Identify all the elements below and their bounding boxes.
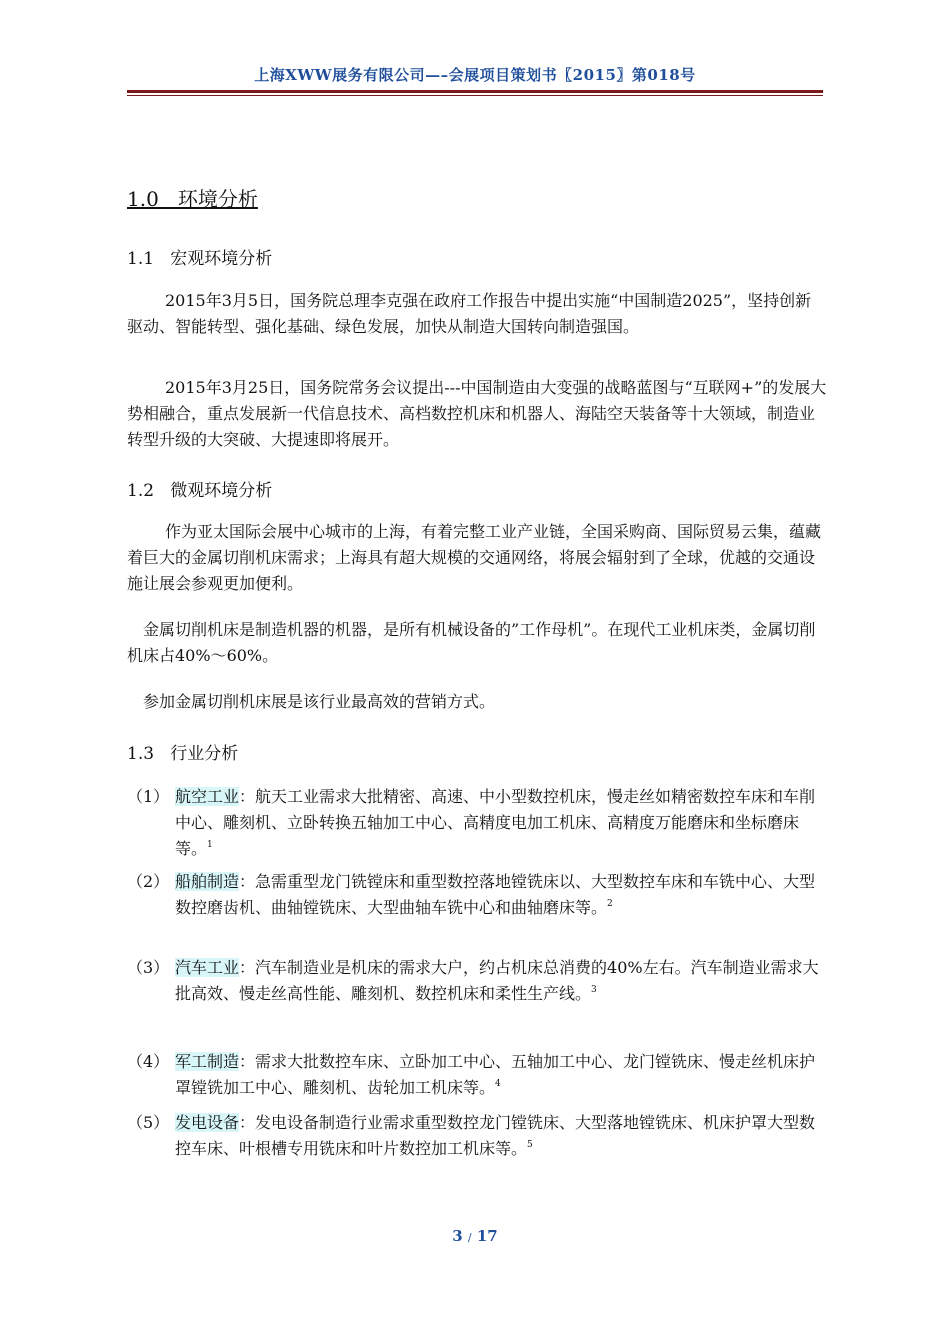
item-term: 军工制造	[175, 1052, 240, 1071]
micro-paragraph-1	[127, 519, 827, 597]
item-text: ：航天工业需求大批精密、高速、中小型数控机床，慢走丝如精密数控车床和车削中心、雕刻机、立卧转换五轴加工中心、高精度电加工机床、高精度万能磨床和坐标磨床等。	[175, 787, 816, 858]
industry-item-aviation	[127, 784, 827, 862]
section-heading-1-1: 1.1 宏观环境分析	[127, 249, 273, 269]
macro-paragraph-2	[127, 375, 827, 453]
item-body	[175, 955, 827, 1007]
page-header: 上海XWW展务有限公司—–会展项目策划书〖2015〗第018号	[254, 66, 696, 84]
page-separator: /	[467, 1231, 472, 1244]
industry-item-shipbuilding	[127, 869, 827, 921]
footnote-ref[interactable]: 3	[591, 985, 597, 995]
item-term: 航空工业	[175, 787, 240, 806]
item-text: ：急需重型龙门铣镗床和重型数控落地镗铣床以、大型数控车床和车铣中心、大型数控磨齿机、曲轴镗铣床、大型曲轴车铣中心和曲轴磨床等。	[175, 872, 816, 917]
item-term: 发电设备	[175, 1113, 240, 1132]
item-term: 汽车工业	[175, 958, 240, 977]
micro-paragraph-3	[127, 689, 827, 715]
item-body	[175, 1049, 827, 1101]
section-heading-1-0: 1.0 环境分析	[127, 187, 258, 211]
header-rule-thin	[127, 95, 823, 96]
footnote-ref[interactable]: 2	[607, 899, 613, 909]
item-body	[175, 1110, 827, 1162]
item-body	[175, 869, 827, 921]
section-heading-1-3: 1.3 行业分析	[127, 744, 239, 764]
micro-paragraph-2	[127, 617, 827, 669]
industry-item-power	[127, 1110, 827, 1162]
section-heading-1-2: 1.2 微观环境分析	[127, 481, 273, 501]
item-number: （3）	[127, 958, 170, 977]
footnote-ref[interactable]: 4	[495, 1079, 501, 1089]
item-text: ：需求大批数控车床、立卧加工中心、五轴加工中心、龙门镗铣床、慢走丝机床护罩镗铣加工中心、雕刻机、齿轮加工机床等。	[175, 1052, 816, 1097]
macro-paragraph-1-text: 2015年3月5日，国务院总理李克强在政府工作报告中提出实施“中国制造2025”，坚持创新驱动、智能转型、强化基础、绿色发展，加快从制造大国转向制造强国。	[127, 291, 812, 336]
item-text: ：发电设备制造行业需求重型数控龙门镗铣床、大型落地镗铣床、机床护罩大型数控车床、叶根槽专用铣床和叶片数控加工机床等。	[175, 1113, 816, 1158]
micro-paragraph-1-text: 作为亚太国际会展中心城市的上海，有着完整工业产业链，全国采购商、国际贸易云集，蕴藏着巨大的金属切削机床需求；上海具有超大规模的交通网络，将展会辐射到了全球，优越的交通设施让展会参观更加便利。	[127, 522, 822, 593]
header-rule-thick	[127, 90, 823, 93]
item-body	[175, 784, 827, 862]
industry-item-military	[127, 1049, 827, 1101]
micro-paragraph-2-text: 金属切削机床是制造机器的机器，是所有机械设备的”工作母机”。在现代工业机床类，金属切削机床占40%～60%。	[127, 620, 816, 665]
footnote-ref[interactable]: 1	[207, 840, 213, 850]
total-pages: 17	[476, 1227, 498, 1245]
macro-paragraph-2-text: 2015年3月25日，国务院常务会议提出---中国制造由大变强的战略蓝图与“互联网+”的发展大势相融合，重点发展新一代信息技术、高档数控机床和机器人、海陆空天装备等十大领域，制造业转型升级的大突破、大提速即将展开。	[127, 378, 827, 449]
industry-item-automotive	[127, 955, 827, 1007]
macro-paragraph-1	[127, 288, 827, 340]
item-text: ：汽车制造业是机床的需求大户，约占机床总消费的40%左右。汽车制造业需求大批高效、慢走丝高性能、雕刻机、数控机床和柔性生产线。	[175, 958, 819, 1003]
micro-paragraph-3-text: 参加金属切削机床展是该行业最高效的营销方式。	[143, 692, 496, 711]
item-number: （4）	[127, 1052, 170, 1071]
item-number: （5）	[127, 1113, 170, 1132]
item-number: （2）	[127, 872, 170, 891]
item-term: 船舶制造	[175, 872, 240, 891]
item-number: （1）	[127, 787, 170, 806]
footnote-ref[interactable]: 5	[527, 1140, 533, 1150]
page-number	[0, 1227, 950, 1245]
current-page: 3	[452, 1227, 463, 1245]
